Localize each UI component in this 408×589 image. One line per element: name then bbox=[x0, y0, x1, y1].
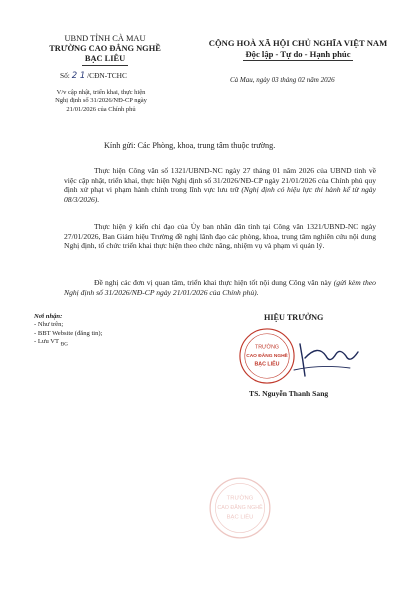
header-left-rule bbox=[82, 65, 128, 66]
authority-line-3: BẠC LIÊU bbox=[84, 54, 126, 63]
paragraph-1-text: Thực hiện Công văn số 1321/UBND-NC ngày 27 tháng 01 năm 2026 của UBND tỉnh về việc cập nhật, triển khai, thực hiện Nghị định số 31/2026/NĐ-CP ngày 21/01/2026 của Chính phủ quy định xử phạt vi phạm hành chính trong lĩnh vực lưu trữ bbox=[64, 166, 376, 195]
seal-line-3: BẠC LIÊU bbox=[254, 361, 280, 368]
recipient-item: - BBT Website (đăng tin); bbox=[34, 329, 103, 337]
recipients bbox=[34, 313, 102, 350]
recipients-title: Nơi nhận: bbox=[34, 313, 63, 320]
signature-title: HIỆU TRƯỞNG bbox=[264, 313, 324, 322]
paragraph-1-italic: (Nghị định có hiệu lực thi hành kể từ ngày 08/3/2026). bbox=[64, 185, 376, 204]
paragraph-2-text: Thực hiện ý kiến chỉ đạo của Ủy ban nhân dân tỉnh tại Công văn 1321/UBND-NC ngày 27/01/2026, Ban Giám hiệu Trường đề nghị lãnh đạo các phòng, khoa, trung tâm nghiên cứu nội dung Nghị định, tổ chức triển khai thực hiện theo chức năng, nhiệm vụ và phạm vi quản lý. bbox=[64, 222, 376, 251]
doc-number-suffix: /CĐN-TCHC bbox=[87, 71, 127, 80]
seal-line-2: CAO ĐẲNG NGHỀ bbox=[246, 353, 288, 359]
subject-line-2: Nghị định số 31/2026/NĐ-CP ngày bbox=[55, 97, 147, 105]
bleed-seal-line-3: BẠC LIÊU bbox=[226, 514, 254, 521]
greeting: Kính gửi: Các Phòng, khoa, trung tâm thuộc trường. bbox=[104, 141, 276, 150]
seal-line-1: TRƯỜNG bbox=[254, 344, 280, 351]
issuing-authority bbox=[40, 34, 170, 66]
recipient-item: - Lưu VT $_{ĐG}$ bbox=[34, 338, 68, 348]
doc-number-handwritten: 2 1 bbox=[71, 71, 86, 81]
national-title-line-1: CỘNG HOÀ XÃ HỘI CHỦ NGHĨA VIỆT NAM bbox=[208, 38, 388, 48]
subject-line-1: V/v cập nhật, triển khai, thực hiện bbox=[56, 89, 146, 96]
subject bbox=[30, 89, 172, 114]
signer-name: TS. Nguyễn Thanh Sang bbox=[249, 389, 329, 398]
national-title bbox=[198, 38, 398, 61]
copy-mark: ĐG bbox=[60, 342, 68, 348]
national-motto: Độc lập - Tự do - Hạnh phúc bbox=[245, 48, 351, 59]
bleed-seal-line-1: TRƯỜNG bbox=[226, 495, 254, 502]
paragraph-3-italic: (gửi kèm theo Nghị định số 31/2026/NĐ-CP ngày 21/01/2026 của Chính phủ). bbox=[64, 278, 376, 297]
official-seal bbox=[238, 327, 296, 385]
subject-line-3: 21/01/2026 của Chính phủ bbox=[66, 105, 136, 113]
header-right-rule bbox=[243, 60, 353, 61]
recipient-item: - Như trên; bbox=[34, 321, 64, 329]
handwritten-signature bbox=[290, 334, 370, 380]
bleed-seal-line-2: CAO ĐẲNG NGHỀ bbox=[217, 505, 263, 512]
date-line: Cà Mau, ngày 03 tháng 02 năm 2026 bbox=[230, 76, 335, 84]
paragraph-2 bbox=[64, 222, 376, 251]
authority-line-2: TRƯỜNG CAO ĐẲNG NGHỀ bbox=[49, 44, 161, 53]
doc-number-prefix: Số: bbox=[60, 71, 70, 80]
paragraph-3-text: Đề nghị các đơn vị quan tâm, triển khai thực hiện tốt nội dung Công văn này bbox=[94, 278, 334, 287]
document-number bbox=[60, 71, 127, 81]
authority-line-1: UBND TỈNH CÀ MAU bbox=[64, 34, 146, 43]
seal-bleed-through bbox=[208, 476, 272, 540]
paragraph-1 bbox=[64, 166, 376, 204]
paragraph-3 bbox=[64, 278, 376, 297]
